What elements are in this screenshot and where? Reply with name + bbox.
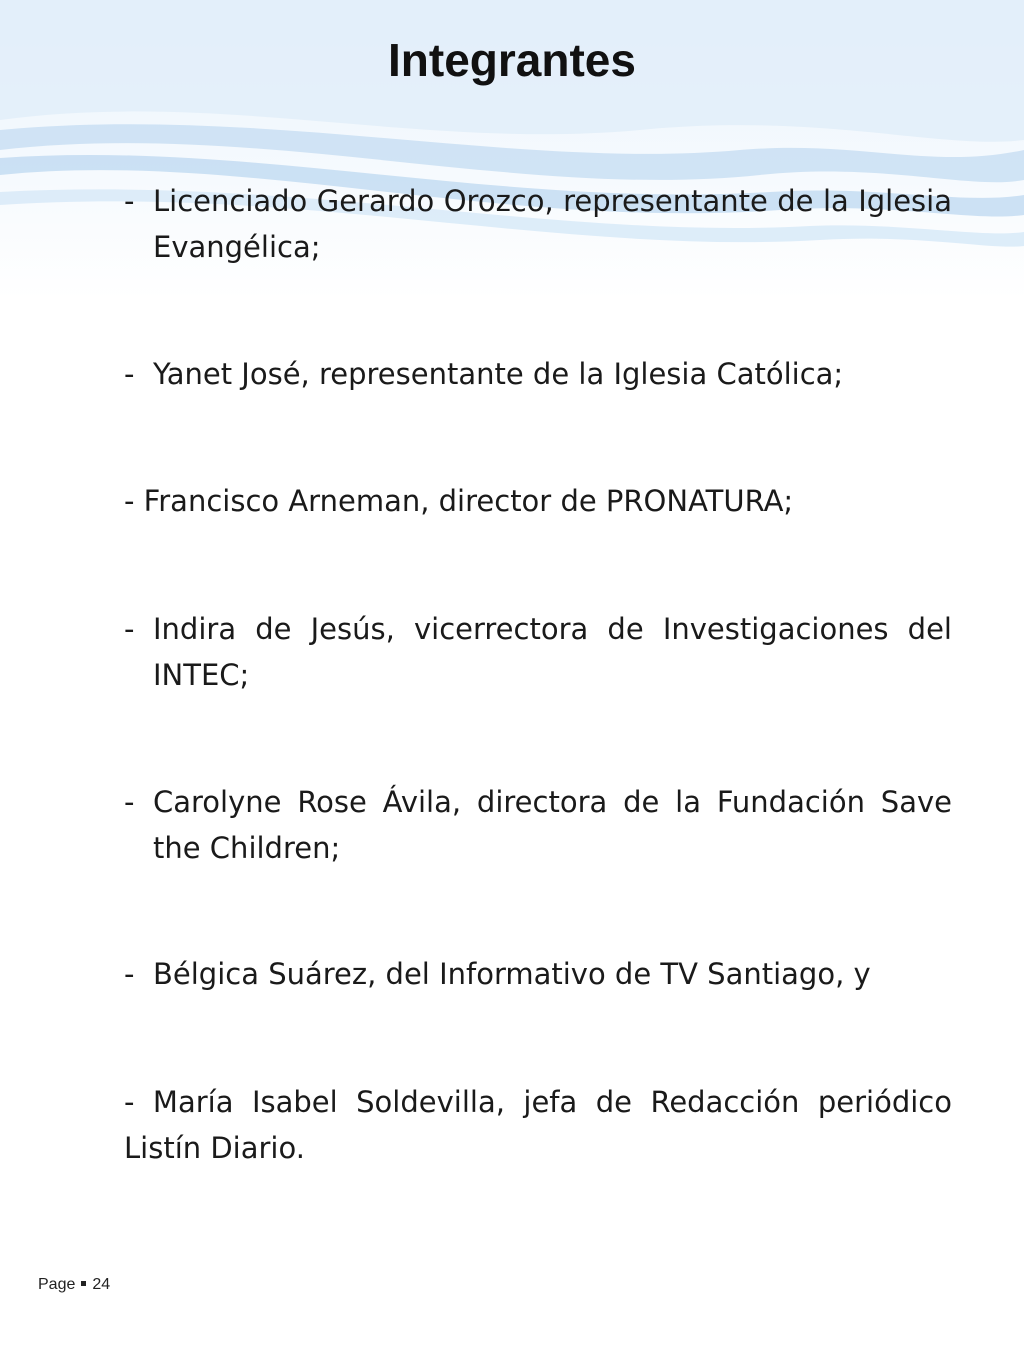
list-dash: - bbox=[124, 785, 135, 819]
list-dash: - bbox=[124, 957, 135, 991]
list-item bbox=[124, 606, 952, 698]
list-item-text: Indira de Jesús, vicerrectora de Investigaciones del INTEC; bbox=[153, 612, 952, 692]
list-item-text: - Francisco Arneman, director de PRONATURA; bbox=[124, 484, 794, 518]
list-dash: - bbox=[124, 357, 135, 391]
list-item-text: - María Isabel Soldevilla, jefa de Redacción periódico Listín Diario. bbox=[124, 1085, 952, 1165]
list-item bbox=[124, 951, 952, 997]
list-dash: - bbox=[124, 612, 135, 646]
bullet-separator-icon bbox=[81, 1281, 86, 1286]
list-item bbox=[124, 178, 952, 270]
list-dash: - bbox=[124, 184, 135, 218]
list-item-text: Licenciado Gerardo Orozco, representante de la Iglesia Evangélica; bbox=[153, 184, 952, 264]
list-item bbox=[124, 1079, 952, 1171]
list-item bbox=[124, 351, 952, 397]
list-item-text: Carolyne Rose Ávila, directora de la Fundación Save the Children; bbox=[153, 785, 952, 865]
list-item bbox=[124, 478, 952, 524]
page-title: Integrantes bbox=[388, 34, 636, 86]
list-item bbox=[124, 779, 952, 871]
list-item-text: Bélgica Suárez, del Informativo de TV Santiago, y bbox=[153, 957, 871, 991]
page-number: 24 bbox=[92, 1276, 111, 1293]
page-label: Page bbox=[38, 1276, 76, 1293]
page-footer bbox=[38, 1276, 110, 1294]
list-item-text: Yanet José, representante de la Iglesia Católica; bbox=[153, 357, 844, 391]
